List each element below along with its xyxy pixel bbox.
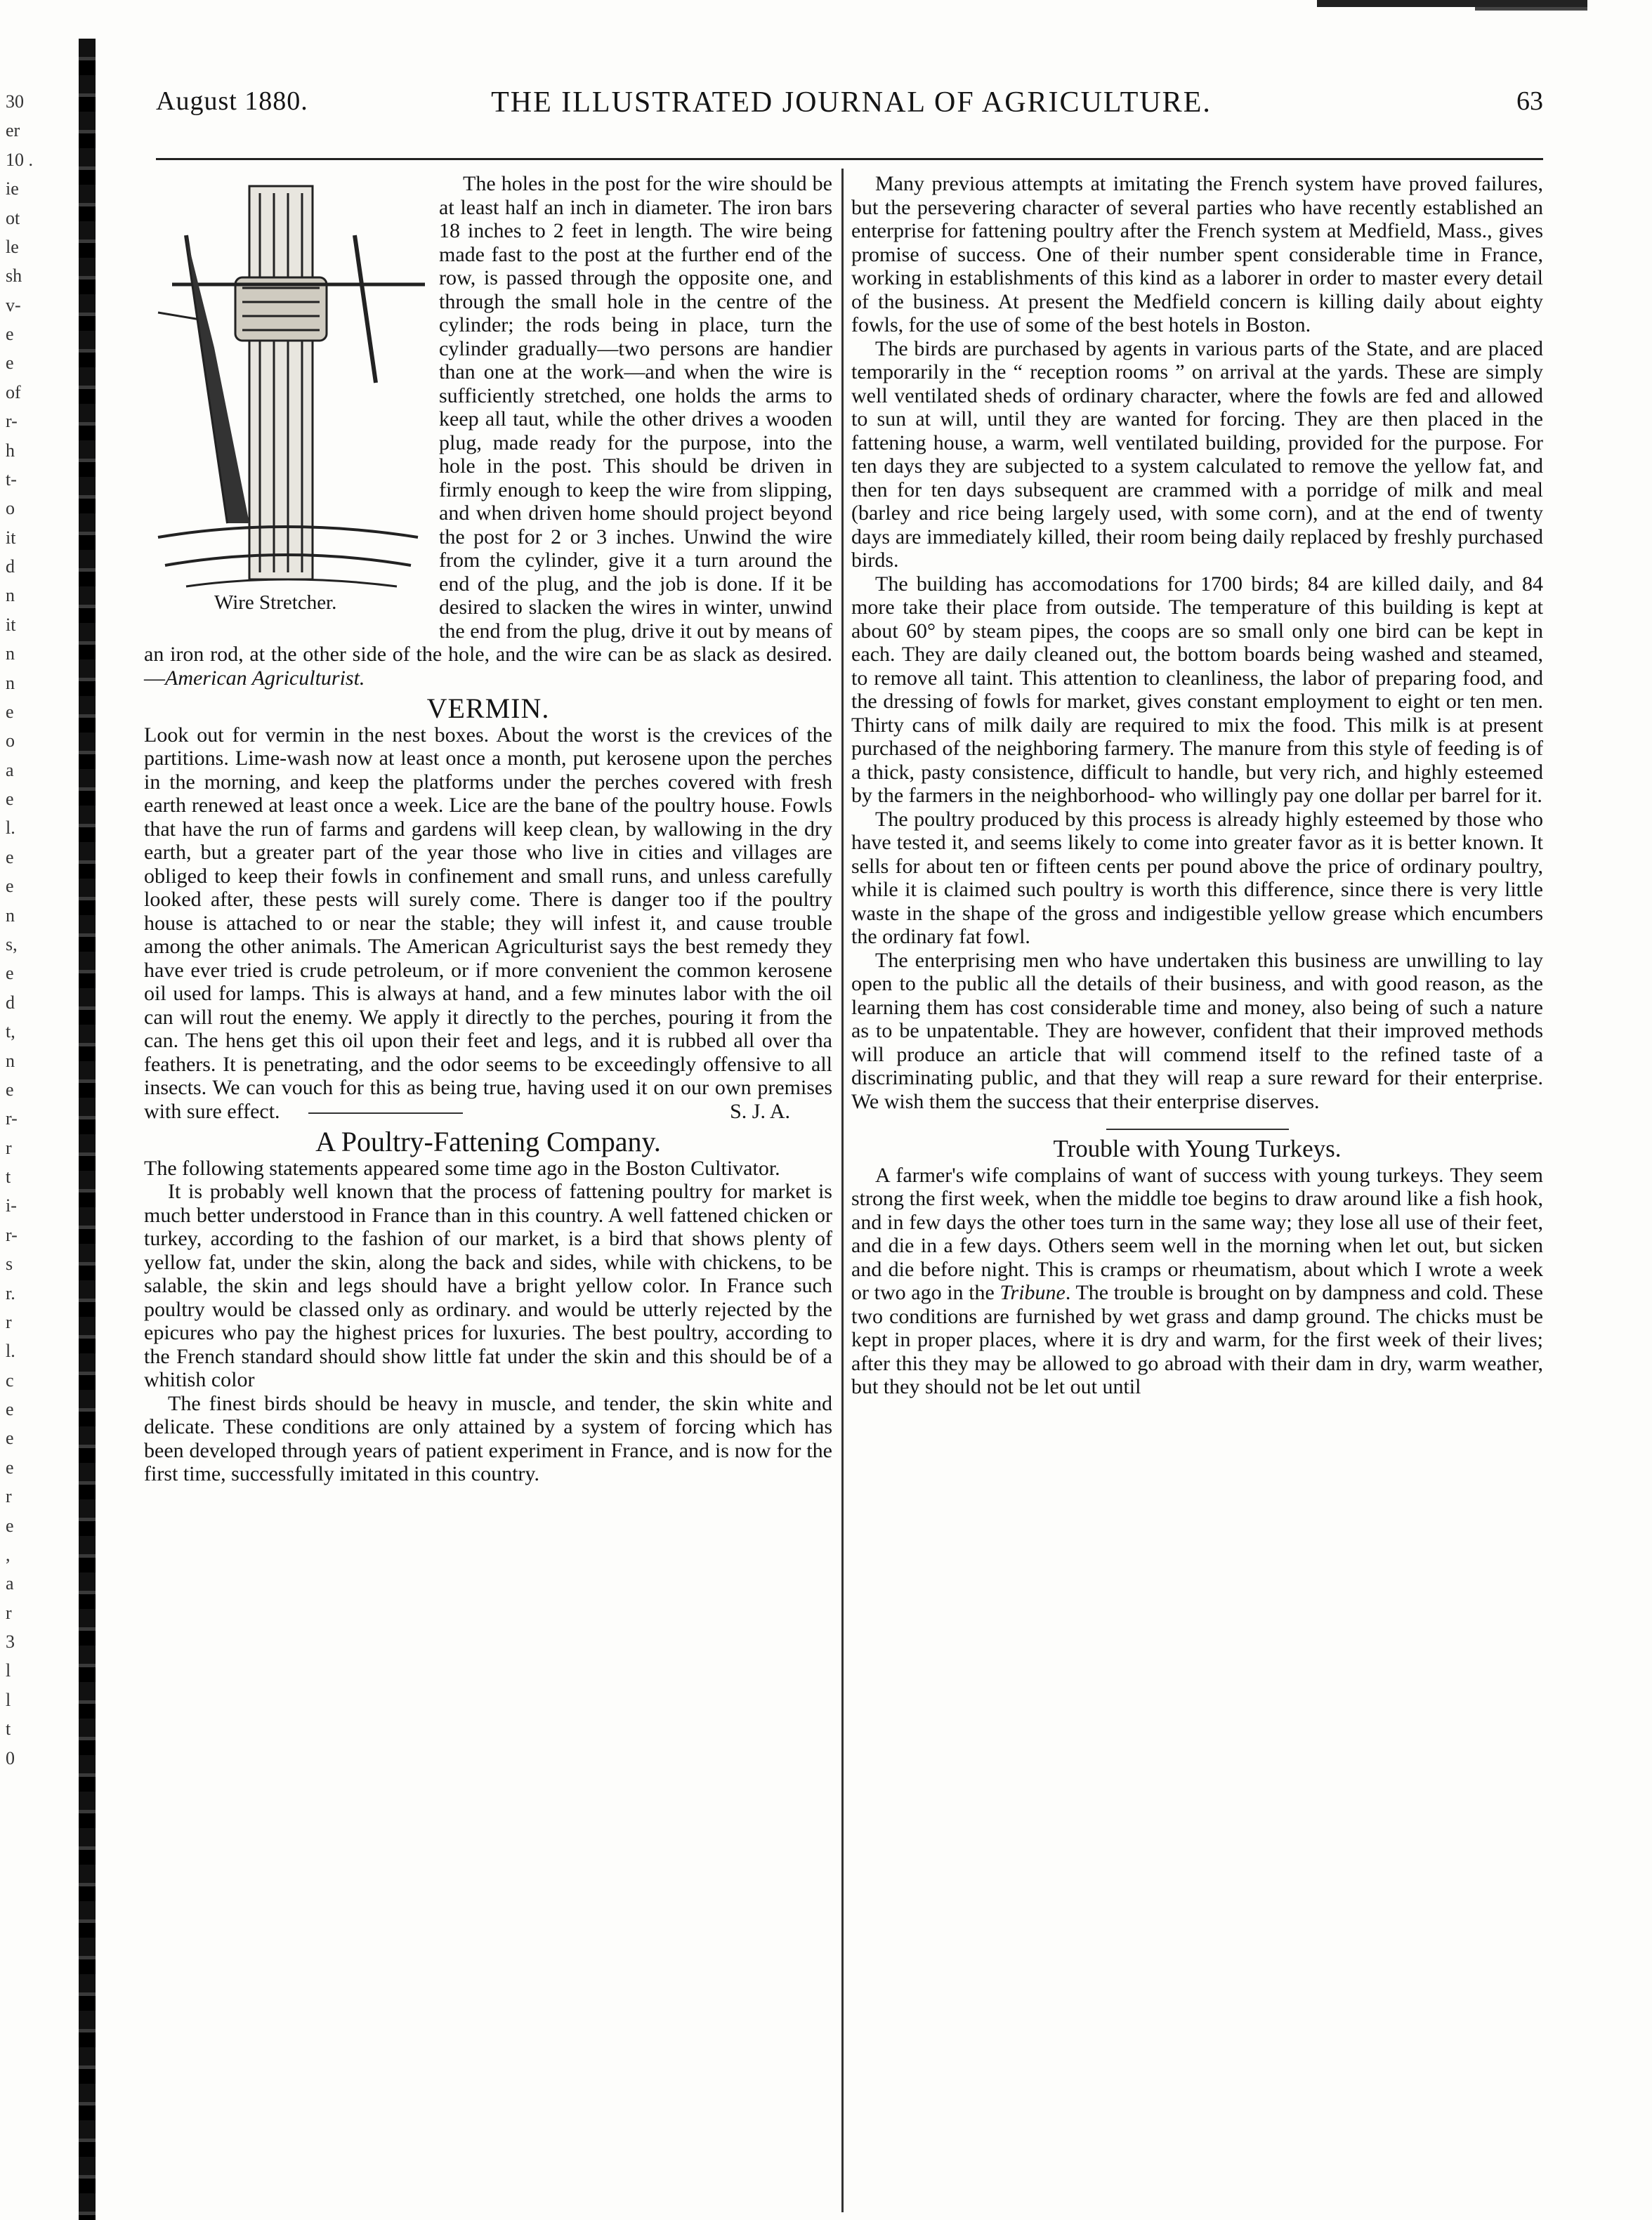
edge-fragment: r. (6, 1282, 15, 1303)
edge-fragment: e (6, 1428, 14, 1449)
edge-fragment: c (6, 1370, 14, 1391)
vermin-body: Look out for vermin in the nest boxes. About the worst is the crevices of the partitions. Lime-wash now at least once a month, put kerosene upon the perches in the morning, and keep the platforms under the perches covered with fresh earth renewed at least once a week. Lice are the bane of the poultry house. Fowls that have the run of farms and gardens will keep clean, by wallowing in the dry earth, but a greater part of the year those who live in cities and villages are obliged to keep their fowls in confinement and small runs, and unless carefully looked after, these pests will surely come. There is danger too if the poultry house is attached to or near the stable; they will infest it, and cause trouble among the other animals. The American Agriculturist says the best remedy they have ever tried is crude petroleum, or if more convenient the common kerosene oil used for lamps. This is always at hand, and a few minutes labor with the oil can will rout the enemy. We apply it directly to the perches, pouring it from the can. The hens get this oil upon their feet and legs, and it is rubbed all over tha feathers. It is penetrating, and the odor seems to be exceedingly offensive to all insects. We can vouch for this as being true, having used it on our own premises with sure effect. (144, 723, 832, 1123)
edge-fragment: t- (6, 468, 17, 490)
edge-fragment: i- (6, 1195, 17, 1216)
edge-fragment: 30 (6, 91, 24, 112)
edge-fragment: er (6, 120, 20, 141)
poultry-paragraph-3: The finest birds should be heavy in muscle, and tender, the skin white and delicate. These conditions are only attained by a system of forcing which has been developed through years of patient experiment in France, and is now for the first time, successfully imitated in this country. (144, 1391, 832, 1485)
edge-fragment: e (6, 324, 14, 345)
wire-stretcher-illustration (144, 172, 425, 622)
edge-fragment: r (6, 1137, 12, 1158)
scan-edge-strip-secondary (1475, 7, 1587, 11)
edge-fragment: e (6, 1079, 14, 1100)
edge-fragment: l (6, 1689, 11, 1710)
edge-fragment: r (6, 1486, 12, 1507)
left-column (144, 172, 832, 1486)
edge-fragment: t (6, 1167, 11, 1188)
edge-fragment: e (6, 353, 14, 374)
column-divider (841, 169, 844, 2212)
edge-fragment: ie (6, 178, 19, 199)
poultry-paragraph-1: The following statements appeared some time ago in the Boston Cultivator. (144, 1156, 780, 1180)
edge-fragment: n (6, 905, 15, 926)
edge-fragment: d (6, 992, 15, 1013)
edge-fragment: 3 (6, 1631, 15, 1653)
edge-fragment: it (6, 527, 16, 548)
edge-fragment: l (6, 1660, 11, 1681)
edge-fragment: e (6, 1515, 14, 1536)
edge-fragment: e (6, 1399, 14, 1420)
edge-fragment: h (6, 440, 15, 461)
turkeys-heading: Trouble with Young Turkeys. (1053, 1135, 1342, 1162)
journal-title: THE ILLUSTRATED JOURNAL OF AGRICULTURE. (491, 86, 1212, 119)
edge-fragment: it (6, 614, 16, 635)
edge-fragment: l. (6, 817, 15, 839)
edge-fragment: n (6, 643, 15, 664)
wire-stretcher-figure (144, 172, 425, 622)
poultry-heading: A Poultry-Fattening Company. (315, 1126, 661, 1157)
scan-edge-strip (1317, 0, 1587, 7)
poultry-paragraph-8: The enterprising men who have undertaken this business are unwilling to lay open to the public all the details of their business, and with good reason, as the learning them has cost considerable time and money, also being of such a nature as to be unpatentable. They are however, confident that their improved methods will produce an article that will commend itself to the refined taste of a discriminating public, and that they will reap a sure reward for their enterprise. We wish them the success that their enterprise diserves. (851, 948, 1543, 1113)
edge-fragment: t (6, 1719, 11, 1740)
edge-fragment: s (6, 1254, 13, 1275)
edge-fragment: e (6, 701, 14, 722)
poultry-paragraph-2: It is probably well known that the process of fattening poultry for market is much better understood in France than in this country. A well fattened chicken or turkey, according to the fashion of our market, is a bird that shows plenty of yellow fat, under the skin, along the back and sides, while with chickens, to be salable, the skin and legs should have a bright yellow color. In France such poultry would be classed only as ordinary. and would be utterly rejected by the epicures who pay the highest prices for luxuries. The best poultry, according to the French standard should show little fat under the skin and this should be of a whitish color (144, 1180, 832, 1391)
turkeys-text (851, 1164, 1543, 1399)
edge-fragment: e (6, 1457, 14, 1478)
binding-spine (79, 39, 96, 2220)
edge-fragment: sh (6, 265, 22, 287)
edge-fragment: r (6, 1311, 12, 1332)
edge-fragment: l. (6, 1341, 15, 1362)
poultry-paragraph-7: The poultry produced by this process is already highly esteemed by those who have tested it, and seems likely to come into greater favor as it is better known. It sells for about ten or fifteen cents per pound above the price of ordinary poultry, while it is claimed such poultry is worth this difference, since there is very little waste in the shape of the gross and indigestible yellow grease which encumbers the ordinary fat fowl. (851, 807, 1543, 948)
edge-fragment: e (6, 789, 14, 810)
poultry-paragraph-6: The building has accomodations for 1700 birds; 84 are killed daily, and 84 more take their place from outside. The temperature of this building is kept at about 60° by steam pipes, the coops are so small only one bird can be kept in each. They are daily cleaned out, the bottom boards being washed and steamed, to remove all taint. This attention to cleanliness, the labor of preparing food, and the dressing of fowls for market, gives constant employment to eight or ten men. Thirty cans of milk daily are required to mix the food. This milk is at present purchased of the neighboring farmery. The manure from this style of feeding is of a thick, pasty consistence, difficult to handle, but very rich, and highly esteemed by the farmers in the neighborhood- who willingly pay one dollar per barrel for it. (851, 572, 1543, 807)
wire-article-credit: American Agriculturist. (165, 666, 365, 690)
section-rule (1106, 1129, 1289, 1130)
adjacent-page-edge (0, 91, 56, 1777)
edge-fragment: o (6, 498, 15, 519)
vermin-text (144, 723, 832, 1124)
edge-fragment: n (6, 672, 15, 693)
edge-fragment: e (6, 876, 14, 897)
header-rule (156, 158, 1543, 160)
edge-fragment: e (6, 846, 14, 867)
edge-fragment: , (6, 1544, 11, 1565)
edge-fragment: a (6, 1573, 14, 1594)
page-header (156, 86, 1543, 125)
edge-fragment: n (6, 585, 15, 606)
turkeys-body-2: . The trouble is brought on by dampness and cold. These two conditions are furnished by wet grass and damp ground. The chicks must be kept in proper places, where it is dry and warm, for the first week of their lives; after this they may be allowed to go abroad with their dam in dry, warm weather, but they should not be let out until (851, 1281, 1543, 1398)
signature-rule (308, 1112, 463, 1114)
right-column (851, 172, 1543, 1399)
edge-fragment: r- (6, 1224, 18, 1245)
edge-fragment: ot (6, 207, 20, 228)
edge-fragment: d (6, 556, 15, 577)
edge-fragment: s, (6, 934, 18, 954)
edge-fragment: r- (6, 1108, 18, 1129)
edge-fragment: r- (6, 411, 18, 432)
edge-fragment: a (6, 759, 14, 780)
edge-fragment: 10 . (6, 149, 33, 170)
tribune-reference: Tribune (999, 1281, 1066, 1304)
wire-article-body: The holes in the post for the wire should be at least half an inch in diameter. The iron bars 18 inches to 2 feet in length. The wire being made fast to the post at the further end of the row, is passed through the opposite one, and through the small hole in the centre of the cylinder; the rods being in place, turn the cylinder gradually—two persons are handier than one at the work—and when the wire is sufficiently stretched, one holds the arms to keep all taut, while the other drives a wooden plug, made ready for the purpose, into the hole in the post. This should be driven in firmly enough to keep the wire from slipping, and when driven home should project beyond the post for 2 or 3 inches. Unwind the wire from the cylinder, give it a turn around the end of the plug, and the job is done. If it be desired to slacken the wires in winter, unwind the end from the plug, drive it out by means of an iron rod, at the other side of the hole, and the wire can be as slack as desired.— (144, 172, 832, 690)
poultry-paragraph-4: Many previous attempts at imitating the French system have proved failures, but the persevering character of several parties who have recently established an enterprise for fattening poultry after the French system at Medfield, Mass., gives promise of success. One of their number spent considerable time in France, working in establishments of this kind as a laborer in order to master every detail of the business. At present the Medfield concern is killing daily about eighty fowls, for the use of some of the best hotels in Boston. (851, 172, 1543, 336)
vermin-signature: S. J. A. (730, 1099, 790, 1123)
edge-fragment: of (6, 381, 21, 402)
vermin-heading: VERMIN. (426, 692, 550, 724)
edge-fragment: 0 (6, 1747, 15, 1768)
edge-fragment: n (6, 1050, 15, 1071)
figure-caption: Wire Stretcher. (214, 591, 337, 614)
edge-fragment: r (6, 1602, 12, 1623)
page-number: 63 (1516, 86, 1543, 116)
edge-fragment: t, (6, 1021, 15, 1042)
edge-fragment: v- (6, 294, 21, 315)
poultry-paragraph-5: The birds are purchased by agents in various parts of the State, and are placed temporarily in the “ reception rooms ” on arrival at the yards. These are simply well ventilated sheds of ordinary character, where the fowls are fed and allowed to sun at will, until they are wanted for forcing. They are then placed in the fattening house, a warm, well ventilated building, provided for the purpose. For ten days they are subjected to a system calculated to remove the yellow fat, and then for ten days subsequent are crammed with a porridge of milk and meal (barley and rice being largely used, with some corn), and at the end of twenty days are immediately killed, their room being daily replaced by freshly purchased birds. (851, 336, 1543, 572)
header-date: August 1880. (156, 86, 308, 116)
turkeys-body-1: A farmer's wife complains of want of success with young turkeys. They seem strong the first week, when the middle toe begins to draw around like a fish hook, and in few days the other toes turn in the same way; they lose all use of their feet, and die in a few days. Others seem well in the morning when let out, but sicken and die before night. This is cramps or rheumatism, about which I wrote a week or two ago in the (851, 1163, 1543, 1304)
edge-fragment: o (6, 730, 15, 751)
edge-fragment: e (6, 963, 14, 984)
edge-fragment: le (6, 236, 19, 257)
